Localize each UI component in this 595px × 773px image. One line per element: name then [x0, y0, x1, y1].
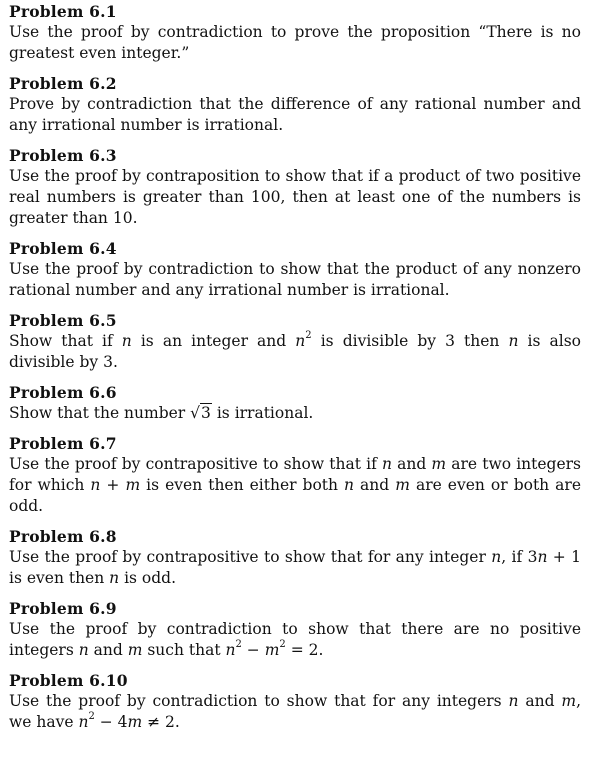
math-variable: n — [78, 641, 89, 659]
math-variable: n — [121, 332, 132, 350]
statement-text: is irrational. — [211, 404, 314, 422]
radical-sign: √ — [190, 404, 201, 422]
problem-statement — [9, 94, 581, 136]
problem-statement — [9, 166, 581, 229]
exponent: 2 — [235, 638, 242, 650]
math-variable: m — [125, 476, 141, 494]
statement-text: and — [88, 641, 128, 659]
math-variable: n — [225, 641, 236, 659]
statement-text: is an integer and — [131, 332, 296, 350]
problem-block — [9, 671, 581, 733]
statement-text: and — [354, 476, 396, 494]
problem-title: Problem 6.3 — [9, 146, 117, 165]
problem-block — [9, 527, 581, 589]
problem-title: Problem 6.10 — [9, 671, 128, 690]
problem-title: Problem 6.9 — [9, 599, 117, 618]
statement-text: − 4 — [94, 713, 128, 731]
statement-text: Prove by contradiction that the difference of any rational number and any irrational number is irrational. — [9, 95, 581, 134]
statement-text: is divisible by 3 then — [311, 332, 509, 350]
problem-title: Problem 6.6 — [9, 383, 117, 402]
math-variable: n — [295, 332, 306, 350]
statement-text: Use the proof by contradiction to show that the product of any nonzero rational number and any irrational number is irrational. — [9, 260, 581, 299]
square-root-expression — [190, 403, 212, 424]
statement-text: is odd. — [119, 569, 177, 587]
math-variable: n — [381, 455, 392, 473]
math-variable: n — [491, 548, 502, 566]
math-variable: m — [431, 455, 447, 473]
statement-text: Use the proof by contradiction to prove the proposition “There is no greatest even integer.” — [9, 23, 581, 62]
problem-block — [9, 311, 581, 373]
radicand: 3 — [201, 404, 211, 422]
problem-title: Problem 6.8 — [9, 527, 117, 546]
statement-text: Use the proof by contrapositive to show that if — [9, 455, 382, 473]
exponent: 2 — [279, 638, 286, 650]
problem-statement — [9, 547, 581, 589]
math-variable: n — [508, 332, 519, 350]
statement-text: + — [100, 476, 126, 494]
statement-text: , we have — [9, 692, 582, 731]
math-variable: m — [127, 641, 143, 659]
math-variable: n — [78, 713, 89, 731]
math-variable: n — [508, 692, 519, 710]
statement-text: Show that the number — [9, 404, 191, 422]
statement-text: Use the proof by contradiction to show that there are no positive integers — [9, 620, 581, 659]
statement-text: is even then either both — [140, 476, 345, 494]
statement-text: such that — [142, 641, 226, 659]
statement-text: Use the proof by contraposition to show that if a product of two positive real numbers is greater than 100, then at least one of the numbers is greater than 10. — [9, 167, 581, 227]
statement-text: are even or both are odd. — [9, 476, 582, 515]
problem-title: Problem 6.2 — [9, 74, 117, 93]
problem-title: Problem 6.1 — [9, 2, 117, 21]
problem-statement — [9, 403, 581, 424]
problem-statement — [9, 331, 581, 373]
problem-title: Problem 6.7 — [9, 434, 117, 453]
math-variable: n — [344, 476, 355, 494]
problem-block — [9, 74, 581, 136]
problem-statement — [9, 22, 581, 64]
statement-text: − — [241, 641, 265, 659]
statement-text: Use the proof by contrapositive to show that for any integer — [9, 548, 492, 566]
problem-block — [9, 434, 581, 517]
problem-block — [9, 2, 581, 64]
statement-text: and — [391, 455, 432, 473]
math-variable: n — [537, 548, 548, 566]
exponent: 2 — [88, 710, 95, 722]
statement-text: are two integers for which — [9, 455, 582, 494]
statement-text: ≠ 2. — [142, 713, 180, 731]
math-variable: m — [127, 713, 143, 731]
problem-statement — [9, 619, 581, 661]
statement-text: , if 3 — [501, 548, 538, 566]
statement-text: Show that if — [9, 332, 122, 350]
math-variable: m — [264, 641, 280, 659]
statement-text: = 2. — [285, 641, 324, 659]
statement-text: is also divisible by 3. — [9, 332, 581, 371]
statement-text: and — [518, 692, 562, 710]
problem-block — [9, 599, 581, 661]
math-variable: m — [395, 476, 410, 494]
statement-text: + 1 is even then — [9, 548, 581, 587]
math-variable: n — [109, 569, 120, 587]
problem-statement — [9, 691, 581, 733]
problem-statement — [9, 259, 581, 301]
problem-block — [9, 239, 581, 301]
math-variable: n — [90, 476, 101, 494]
problem-title: Problem 6.4 — [9, 239, 117, 258]
exponent: 2 — [305, 329, 312, 341]
math-variable: m — [561, 692, 577, 710]
problem-block — [9, 146, 581, 229]
problem-statement — [9, 454, 581, 517]
problem-title: Problem 6.5 — [9, 311, 117, 330]
problem-block — [9, 383, 581, 424]
statement-text: Use the proof by contradiction to show that for any integers — [9, 692, 509, 710]
